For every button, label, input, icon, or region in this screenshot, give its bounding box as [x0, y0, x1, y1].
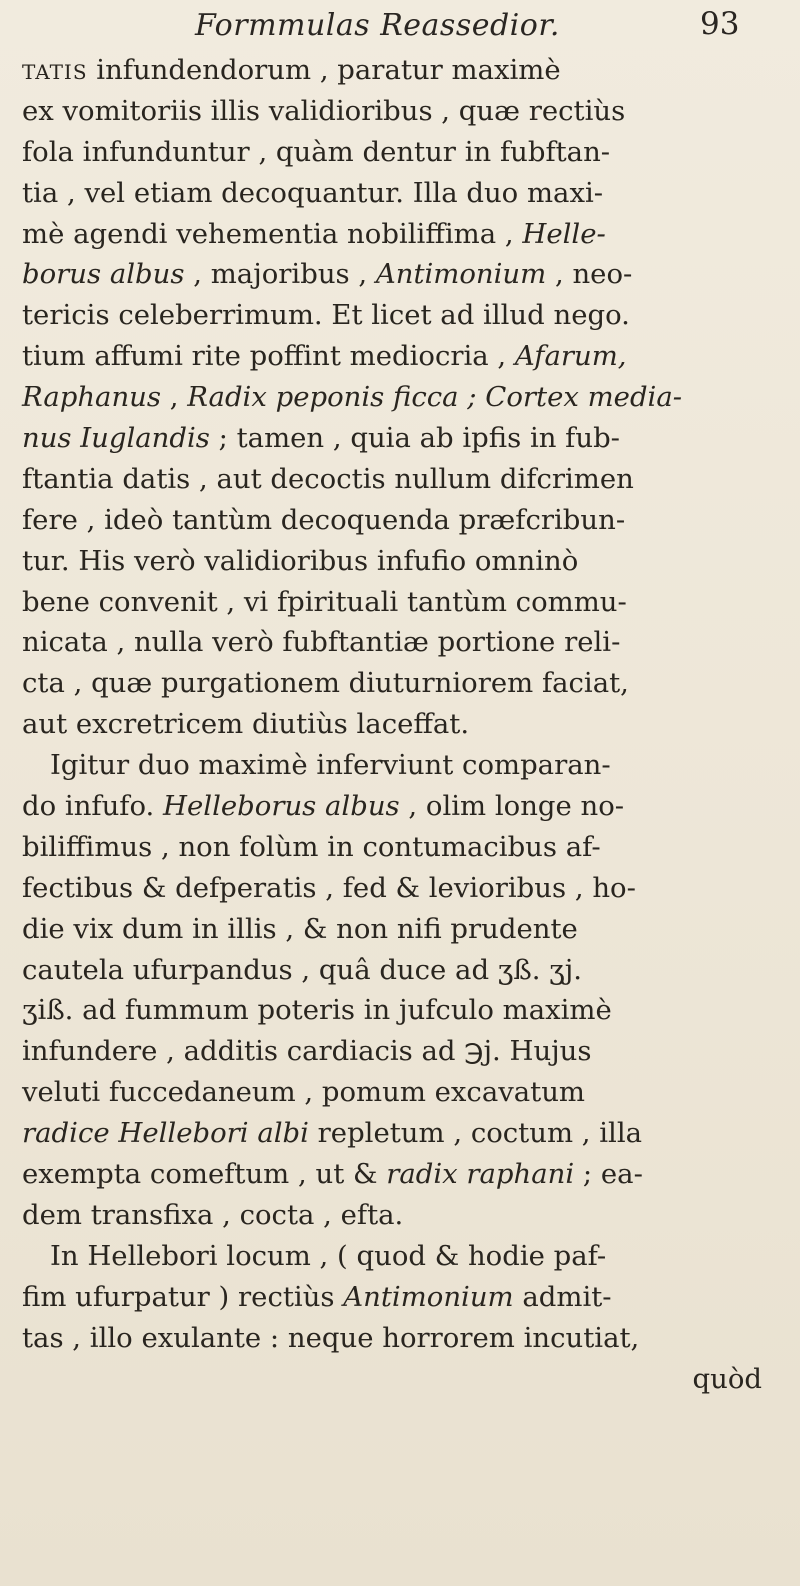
text-segment: repletum , coctum , illa: [308, 1117, 643, 1150]
text-segment: die vix dum in illis , & non nifi prudente: [22, 912, 578, 945]
text-line: [22, 950, 792, 991]
text-line: [22, 827, 792, 868]
text-segment: dem transfixa , cocta , efta.: [22, 1198, 404, 1231]
text-segment: , olim longe no-: [399, 790, 625, 823]
italic-phrase: Antimonium: [343, 1280, 514, 1313]
text-line: [22, 132, 792, 173]
text-line: [22, 173, 792, 214]
text-segment: do infufo.: [22, 790, 164, 823]
text-line: [22, 745, 792, 786]
text-line: [22, 1113, 792, 1154]
italic-phrase: Raphanus: [22, 381, 161, 414]
text-line: [22, 990, 792, 1031]
italic-phrase: Radix peponis ficca ; Cortex media-: [187, 381, 683, 414]
text-segment: admit-: [513, 1280, 612, 1313]
text-line: [22, 418, 792, 459]
text-segment: biliffimus , non folùm in contumacibus af-: [22, 830, 601, 863]
text-segment: Igitur duo maximè inferviunt comparan-: [50, 749, 611, 782]
text-segment: ; ea-: [574, 1158, 643, 1191]
catchword: TATIS: [22, 60, 88, 84]
text-line: [22, 336, 792, 377]
text-line: [22, 704, 792, 745]
text-line: [22, 254, 792, 295]
text-line: [22, 214, 792, 255]
text-line: [22, 1318, 792, 1359]
text-line: [22, 1031, 792, 1072]
text-segment: tericis celeberrimum. Et licet ad illud nego.: [22, 299, 630, 332]
page-number: 93: [700, 6, 740, 42]
text-line: [22, 91, 792, 132]
text-segment: cta , quæ purgationem diuturniorem faciat,: [22, 667, 629, 700]
text-segment: ex vomitoriis illis validioribus , quæ rectiùs: [22, 94, 626, 127]
italic-phrase: Helle-: [522, 217, 606, 250]
italic-phrase: borus albus: [22, 258, 185, 291]
text-line: [22, 622, 792, 663]
running-head: Formmulas Reassedior.: [195, 8, 560, 43]
text-segment: exempta comeftum , ut &: [22, 1158, 387, 1191]
text-segment: infundendorum , paratur maximè: [87, 54, 561, 86]
text-segment: quòd: [692, 1362, 762, 1395]
text-line: [22, 459, 792, 500]
italic-phrase: radice Hellebori albi: [22, 1117, 309, 1150]
text-line: [22, 1359, 792, 1400]
text-segment: cautela ufurpandus , quâ duce ad ʒß. ʒj.: [22, 953, 582, 986]
text-segment: aut excretricem diutiùs laceffat.: [22, 708, 470, 741]
text-segment: tium affumi rite poffint mediocria ,: [22, 340, 515, 373]
text-segment: ; tamen , quia ab ipfis in fub-: [209, 422, 620, 455]
text-segment: , neo-: [546, 258, 633, 291]
text-segment: tia , vel etiam decoquantur. Illa duo maxi-: [22, 176, 604, 209]
text-line: [22, 541, 792, 582]
text-segment: mè agendi vehementia nobiliffima ,: [22, 217, 523, 250]
text-segment: ʒiß. ad fummum poteris in jufculo maximè: [22, 994, 612, 1027]
text-line: [22, 868, 792, 909]
text-segment: infundere , additis cardiacis ad ℈j. Hujus: [22, 1035, 592, 1068]
text-segment: fere , ideò tantùm decoquenda præfcribun-: [22, 503, 626, 536]
text-segment: tur. His verò validioribus infufio omninò: [22, 544, 579, 577]
text-line: [22, 909, 792, 950]
text-line: [22, 295, 792, 336]
text-line: [22, 663, 792, 704]
italic-phrase: Helleborus albus: [163, 790, 400, 823]
text-line: [22, 1154, 792, 1195]
italic-phrase: nus Iuglandis: [22, 422, 210, 455]
text-line: [22, 1277, 792, 1318]
italic-phrase: Antimonium: [375, 258, 547, 291]
text-line: [22, 1195, 792, 1236]
text-line: [22, 50, 792, 91]
text-segment: In Hellebori locum , ( quod & hodie paf-: [50, 1239, 607, 1272]
text-segment: nicata , nulla verò fubftantiæ portione reli-: [22, 626, 621, 659]
text-line: [22, 786, 792, 827]
text-segment: bene convenit , vi fpirituali tantùm commu-: [22, 585, 627, 618]
text-segment: fola infunduntur , quàm dentur in fubftan-: [22, 135, 611, 168]
text-line: [22, 377, 792, 418]
text-line: [22, 582, 792, 623]
text-segment: ,: [160, 381, 188, 414]
text-line: [22, 1236, 792, 1277]
text-segment: , majoribus ,: [184, 258, 376, 291]
text-segment: veluti fuccedaneum , pomum excavatum: [22, 1076, 585, 1109]
text-segment: ftantia datis , aut decoctis nullum difcrimen: [22, 462, 634, 495]
text-segment: tas , illo exulante : neque horrorem incutiat,: [22, 1321, 640, 1354]
text-line: [22, 1072, 792, 1113]
body-text: [22, 50, 792, 1399]
italic-phrase: Afarum,: [514, 340, 627, 373]
italic-phrase: radix raphani: [386, 1158, 575, 1191]
text-line: [22, 500, 792, 541]
text-segment: fectibus & defperatis , fed & levioribus , ho-: [22, 871, 636, 904]
text-segment: fim ufurpatur ) rectiùs: [22, 1280, 344, 1313]
